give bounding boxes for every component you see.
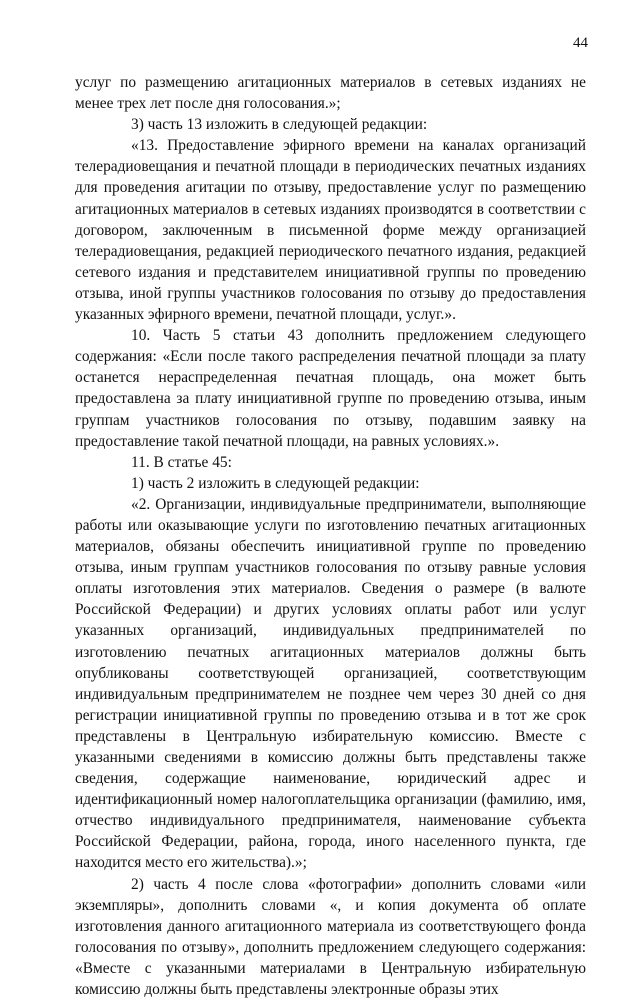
paragraph-item-11: 11. В статье 45: [131, 453, 232, 471]
document-body [75, 72, 586, 1000]
paragraph-part-2: «2. Организации, индивидуальные предприниматели, выполняющие работы или оказывающие услуги по изготовлению печатных агитационных материалов, обязаны обеспечить инициативной группе по проведению отзыва, иным группам участников голосования по отзыву равные условия оплаты изготовления этих материалов. Сведения о размере (в валюте Российской Федерации) и других условиях оплаты работ или услуг указанных организаций, индивидуальных предпринимателей по изготовлению печатных агитационных материалов должны быть опубликованы соответствующей организацией, соответствующим индивидуальным предпринимателем не позднее чем через 30 дней со дня регистрации инициативной группы по проведению отзыва и в тот же срок представлены в Центральную избирательную комиссию. Вместе с указанными сведениями в комиссию должны быть представлены также сведения, содержащие наименование, юридический адрес и идентификационный номер налогоплательщика организации (фамилию, имя, отчество индивидуального предпринимателя, наименование субъекта Российской Федерации, района, города, иного населенного пункта, где находится место его жительства).»; [75, 495, 586, 872]
paragraph-item-3: 3) часть 13 изложить в следующей редакции: [131, 116, 428, 134]
paragraph-part-13: «13. Предоставление эфирного времени на каналах организаций телерадиовещания и печатной площади в периодических печатных изданиях для проведения агитации по отзыву, предоставление услуг по размещению агитационных материалов в сетевых изданиях производятся в соответствии с договором, заключенным в письменной форме между организацией телерадиовещания, редакцией периодического печатного издания, редакцией сетевого издания и представителем инициативной группы по проведению отзыва, иной группы участников голосования по отзыву до предоставления указанных эфирного времени, печатной площади, услуг.». [75, 137, 586, 324]
paragraph-item-10: 10. Часть 5 статьи 43 дополнить предложением следующего содержания: «Если после такого распределения печатной площади за плату останется нераспределенная печатная площадь, она может быть предоставлена за плату инициативной группе по проведению отзыва, иным группам участников голосования по отзыву, подавшим заявку на предоставление такой печатной площади, на равных условиях.». [75, 327, 586, 450]
paragraph-continuation: услуг по размещению агитационных материалов в сетевых изданиях не менее трех лет после дня голосования.»; [75, 74, 586, 113]
paragraph-subitem-2: 2) часть 4 после слова «фотографии» дополнить словами «или экземпляры», дополнить словами «, и копия документа об оплате изготовления данного агитационного материала из соответствующего фонда голосования по отзыву», дополнить предложением следующего содержания: «Вместе с указанными материалами в Центральную избирательную комиссию должны быть представлены электронные образы этих [75, 875, 586, 999]
paragraph-subitem-1: 1) часть 2 изложить в следующей редакции: [131, 474, 420, 492]
page-number: 44 [573, 35, 588, 51]
